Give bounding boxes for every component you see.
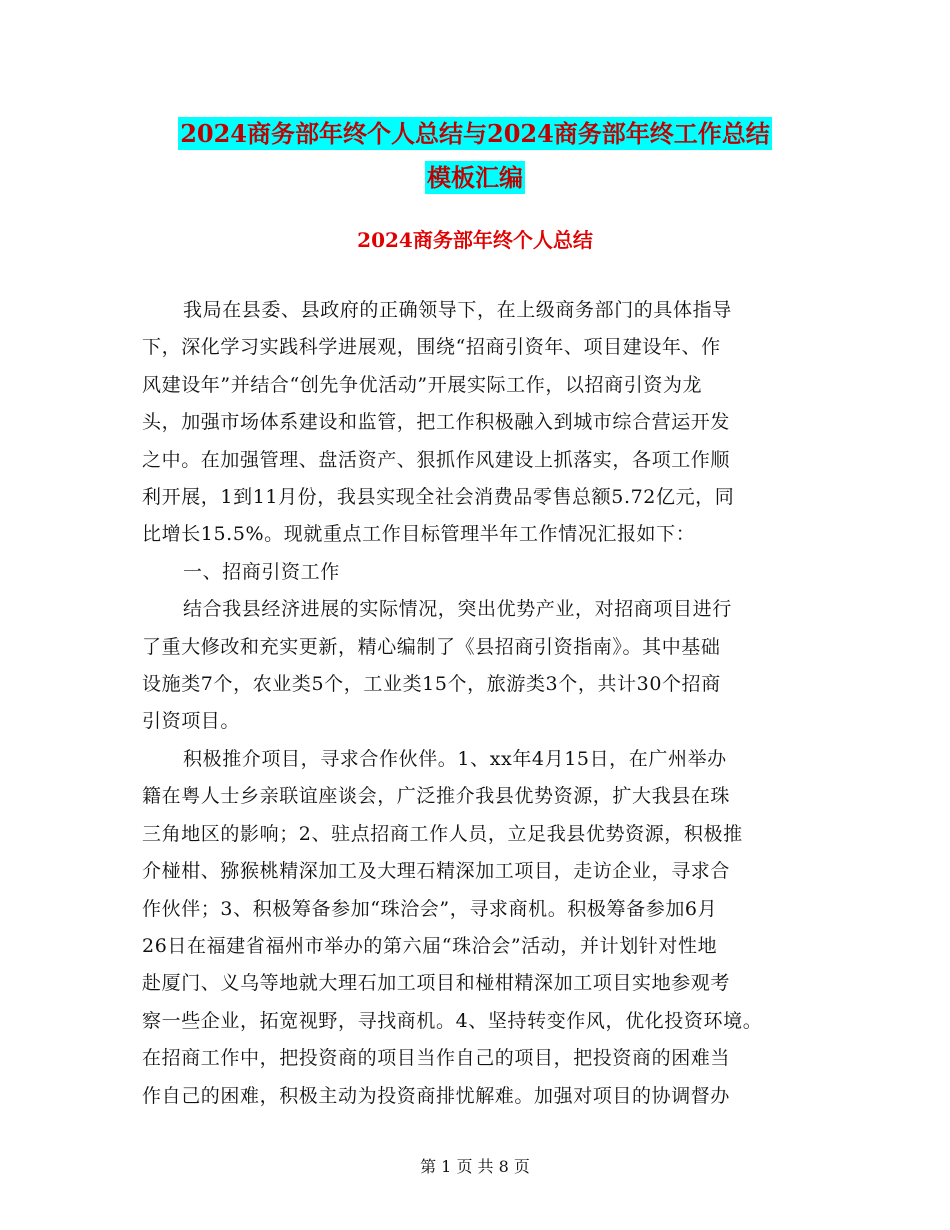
text-line: 头，加强市场体系建设和监管，把工作积极融入到城市综合营运开发 (142, 411, 731, 434)
text-line: 引资项目。 (142, 710, 241, 733)
text-line: 积极推介项目，寻求合作伙伴。1、xx年4月15日，在广州举办 (183, 747, 727, 770)
text-line: 了重大修改和充实更新，精心编制了《县招商引资指南》。其中基础 (142, 635, 721, 658)
text-line: 风建设年”并结合“创先争优活动”开展实际工作，以招商引资为龙 (142, 373, 703, 396)
text-line: 之中。在加强管理、盘活资产、狠抓作风建设上抓落实，各项工作顺 (142, 448, 731, 471)
text-line: 利开展，1到11月份，我县实现全社会消费品零售总额5.72亿元，同 (142, 486, 735, 509)
document-title-text-2: 模板汇编 (427, 163, 523, 192)
page-footer: 第 1 页 共 8 页 (420, 1157, 530, 1176)
paragraph-intro (142, 292, 828, 554)
text-line: 赴厦门、义乌等地就大理石加工项目和椪柑精深加工项目实地参观考 (142, 972, 731, 995)
text-line: 作伙伴；3、积极筹备参加“珠洽会”，寻求商机。积极筹备参加6月 (142, 897, 718, 920)
text-line: 26日在福建省福州市举办的第六届“珠洽会”活动，并计划针对性地 (142, 934, 718, 957)
document-title-text-1: 2024商务部年终个人总结与2024商务部年终工作总结 (180, 119, 770, 148)
text-line: 设施类7个，农业类5个，工业类15个，旅游类3个，共计30个招商 (142, 673, 721, 696)
text-line: 下，深化学习实践科学进展观，围绕“招商引资年、项目建设年、作 (142, 336, 721, 359)
paragraph-investment-guide (142, 591, 828, 741)
document-title-line-2 (0, 158, 950, 193)
section-heading-investment (142, 554, 828, 591)
text-line: 作自己的困难，积极主动为投资商排忧解难。加强对项目的协调督办 (142, 1084, 731, 1107)
text-line: 比增长15.5%。现就重点工作目标管理半年工作情况汇报如下： (142, 523, 696, 546)
section-title: 2024商务部年终个人总结 (357, 228, 593, 252)
text-line: 结合我县经济进展的实际情况，突出优势产业，对招商项目进行 (183, 598, 732, 621)
paragraph-promotion (142, 741, 828, 1115)
document-title-line-1 (0, 114, 950, 149)
text-line: 籍在粤人士乡亲联谊座谈会，广泛推介我县优势资源，扩大我县在珠 (142, 785, 731, 808)
text-line: 我局在县委、县政府的正确领导下，在上级商务部门的具体指导 (183, 299, 732, 321)
document-body (142, 292, 828, 1115)
text-line: 介椪柑、猕猴桃精深加工及大理石精深加工项目，走访企业，寻求合 (142, 860, 731, 883)
text-line: 在招商工作中，把投资商的项目当作自己的项目，把投资商的困难当 (142, 1047, 731, 1070)
text-line: 察一些企业，拓宽视野，寻找商机。4、坚持转变作风，优化投资环境。 (142, 1009, 763, 1032)
text-line: 一、招商引资工作 (183, 560, 340, 583)
text-line: 三角地区的影响；2、驻点招商工作人员，立足我县优势资源，积极推 (142, 822, 743, 845)
